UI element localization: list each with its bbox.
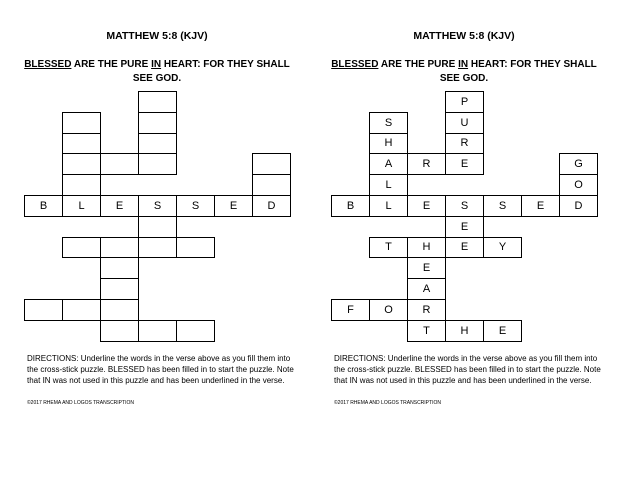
puzzle-panel-solution xyxy=(314,0,614,493)
crossword-cell: E xyxy=(445,237,484,259)
crossword-cell: B xyxy=(24,195,63,217)
directions-text: DIRECTIONS: Underline the words in the verse above as you fill them into the cross-stick puzzle. BLESSED has been filled in to start the puzzle. Note that IN was not used in this puzzle and has been underlined in the verse. xyxy=(27,354,294,385)
crossword-cell xyxy=(100,257,139,279)
crossword-cell: E xyxy=(100,195,139,217)
crossword-grid xyxy=(7,91,307,341)
crossword-cell xyxy=(138,216,177,238)
crossword-cell xyxy=(138,237,177,259)
crossword-cell: H xyxy=(445,320,484,342)
verse-word-in: IN xyxy=(151,59,162,70)
crossword-cell xyxy=(100,237,139,259)
crossword-cell: O xyxy=(559,174,598,196)
crossword-cell: R xyxy=(407,299,446,321)
crossword-cell: P xyxy=(445,91,484,113)
crossword-cell: D xyxy=(252,195,291,217)
verse-text xyxy=(17,58,297,86)
crossword-cell: B xyxy=(331,195,370,217)
crossword-cell xyxy=(138,153,177,175)
crossword-cell: L xyxy=(369,195,408,217)
verse-segment: ARE THE PURE xyxy=(71,59,152,70)
crossword-cell: L xyxy=(369,174,408,196)
crossword-cell: Y xyxy=(483,237,522,259)
copyright-notice: ©2017 RHEMA AND LOGOS TRANSCRIPTION xyxy=(27,400,134,406)
crossword-cell: H xyxy=(407,237,446,259)
crossword-cell xyxy=(252,174,291,196)
crossword-cell xyxy=(62,299,101,321)
verse-segment: HEART: FOR THEY SHALL xyxy=(468,59,597,70)
crossword-cell xyxy=(62,112,101,134)
crossword-cell xyxy=(100,320,139,342)
crossword-cell xyxy=(62,174,101,196)
crossword-cell xyxy=(100,278,139,300)
crossword-cell: O xyxy=(369,299,408,321)
crossword-cell xyxy=(138,320,177,342)
crossword-cell: R xyxy=(445,133,484,155)
crossword-cell xyxy=(252,153,291,175)
crossword-cell: S xyxy=(369,112,408,134)
crossword-cell: E xyxy=(445,153,484,175)
crossword-cell: U xyxy=(445,112,484,134)
verse-line-2: SEE GOD. xyxy=(439,73,489,84)
verse-word-in: IN xyxy=(458,59,469,70)
directions-text: DIRECTIONS: Underline the words in the verse above as you fill them into the cross-stick puzzle. BLESSED has been filled in to start the puzzle. Note that IN was not used in this puzzle and has been underlined in the verse. xyxy=(334,354,601,385)
verse-segment: ARE THE PURE xyxy=(378,59,459,70)
verse-line-2: SEE GOD. xyxy=(132,73,182,84)
verse-word-blessed: BLESSED xyxy=(331,59,379,70)
crossword-cell: E xyxy=(407,195,446,217)
panel-title: MATTHEW 5:8 (KJV) xyxy=(413,30,515,42)
crossword-cell: F xyxy=(331,299,370,321)
panel-title: MATTHEW 5:8 (KJV) xyxy=(106,30,208,42)
crossword-cell: E xyxy=(214,195,253,217)
verse-text xyxy=(324,58,604,86)
crossword-cell: A xyxy=(369,153,408,175)
crossword-cell: E xyxy=(407,257,446,279)
crossword-cell: S xyxy=(483,195,522,217)
crossword-cell: E xyxy=(445,216,484,238)
crossword-grid xyxy=(314,91,614,341)
crossword-cell xyxy=(176,320,215,342)
crossword-cell xyxy=(62,237,101,259)
crossword-cell xyxy=(176,237,215,259)
crossword-cell: A xyxy=(407,278,446,300)
crossword-cell xyxy=(138,133,177,155)
crossword-cell: H xyxy=(369,133,408,155)
verse-segment: HEART: FOR THEY SHALL xyxy=(161,59,290,70)
crossword-cell: S xyxy=(176,195,215,217)
crossword-cell: T xyxy=(407,320,446,342)
crossword-cell xyxy=(62,153,101,175)
crossword-cell xyxy=(100,299,139,321)
crossword-cell: L xyxy=(62,195,101,217)
crossword-cell xyxy=(24,299,63,321)
crossword-cell xyxy=(100,153,139,175)
crossword-cell: D xyxy=(559,195,598,217)
crossword-cell: G xyxy=(559,153,598,175)
crossword-cell xyxy=(138,91,177,113)
crossword-cell xyxy=(138,112,177,134)
crossword-cell: T xyxy=(369,237,408,259)
crossword-cell: E xyxy=(521,195,560,217)
copyright-notice: ©2017 RHEMA AND LOGOS TRANSCRIPTION xyxy=(334,400,441,406)
crossword-cell xyxy=(62,133,101,155)
crossword-cell: S xyxy=(445,195,484,217)
verse-word-blessed: BLESSED xyxy=(24,59,72,70)
crossword-cell: S xyxy=(138,195,177,217)
crossword-cell: R xyxy=(407,153,446,175)
crossword-cell: E xyxy=(483,320,522,342)
puzzle-panel-blank xyxy=(7,0,307,493)
